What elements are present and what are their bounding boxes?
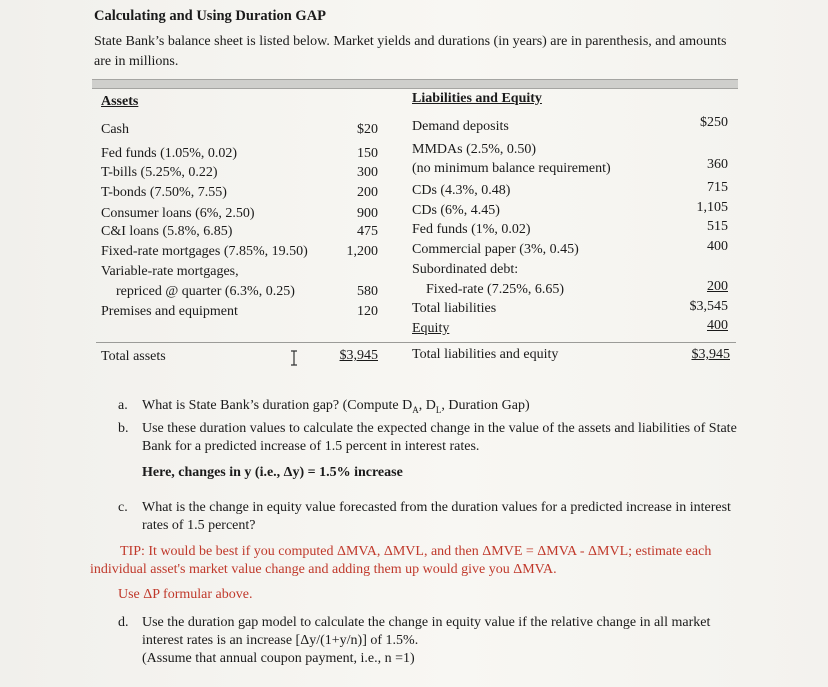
question-b-note: Here, changes in y (i.e., Δy) = 1.5% increase <box>142 465 403 480</box>
asset-value: 475 <box>357 224 378 239</box>
liability-value: 400 <box>707 239 728 254</box>
tip-text: TIP: It would be best if you computed ΔMVA, ΔMVL, and then ΔMVE = ΔMVA - ΔMVL; estimate each individual asset's market value change and adding them up would give you ΔMVA. <box>90 544 712 577</box>
page-title: Calculating and Using Duration GAP <box>94 8 327 24</box>
question-d-note: (Assume that annual coupon payment, i.e., n =1) <box>142 651 415 666</box>
asset-label: Fixed-rate mortgages (7.85%, 19.50) <box>101 244 308 259</box>
liability-label: MMDAs (2.5%, 0.50) <box>412 142 537 157</box>
liability-label: Equity <box>412 321 450 336</box>
question-a-mid: , D <box>418 398 436 413</box>
asset-label: Cash <box>101 122 129 137</box>
question-a-text <box>142 397 530 419</box>
asset-label: Variable-rate mortgages, <box>101 264 239 279</box>
liabilities-header: Liabilities and Equity <box>412 91 542 106</box>
question-a-lead: What is State Bank’s duration gap? (Compute D <box>142 398 413 413</box>
liability-value: $250 <box>700 115 728 130</box>
liability-label: Subordinated debt: <box>412 262 519 277</box>
liability-label: (no minimum balance requirement) <box>412 161 611 176</box>
asset-label: T-bills (5.25%, 0.22) <box>101 165 218 180</box>
liability-value: 360 <box>707 157 728 172</box>
total-assets-value: $3,945 <box>339 348 378 363</box>
liability-label: Demand deposits <box>412 119 509 134</box>
question-b-text: Use these duration values to calculate the expected change in the value of the assets and liabilities of State Bank for a predicted increase of 1.5 percent in interest rates. <box>142 421 737 454</box>
liability-label: CDs (4.3%, 0.48) <box>412 183 511 198</box>
liability-label: Commercial paper (3%, 0.45) <box>412 242 579 257</box>
liability-label: Fed funds (1%, 0.02) <box>412 222 531 237</box>
question-c-marker: c. <box>118 500 128 515</box>
liability-value: 400 <box>707 318 728 333</box>
liability-value: $3,545 <box>689 299 728 314</box>
subscript-a: A <box>412 404 419 415</box>
asset-value: 300 <box>357 165 378 180</box>
total-assets-label: Total assets <box>101 349 166 364</box>
asset-label: C&I loans (5.8%, 6.85) <box>101 224 233 239</box>
asset-label: Premises and equipment <box>101 304 238 319</box>
total-le-label: Total liabilities and equity <box>412 347 559 362</box>
liability-label: CDs (6%, 4.45) <box>412 203 500 218</box>
subscript-l: L <box>435 404 442 415</box>
liability-label: Total liabilities <box>412 301 497 316</box>
asset-value: 200 <box>357 185 378 200</box>
liability-value: 1,105 <box>696 200 728 215</box>
question-a-end: , Duration Gap) <box>441 398 530 413</box>
total-le-value: $3,945 <box>691 347 730 362</box>
question-a-marker: a. <box>118 398 128 413</box>
liability-value: 715 <box>707 180 728 195</box>
question-d-text: Use the duration gap model to calculate the change in equity value if the relative change in all market interest rates is an increase [Δy/(1+y/n)] of 1.5%. <box>142 615 711 648</box>
question-c-text: What is the change in equity value forecasted from the duration values for a predicted increase in interest rates of 1.5 percent? <box>142 500 731 533</box>
asset-value: $20 <box>357 122 378 137</box>
asset-label: Consumer loans (6%, 2.50) <box>101 206 255 221</box>
asset-label: Fed funds (1.05%, 0.02) <box>101 146 238 161</box>
liability-value: 200 <box>707 279 728 294</box>
text-cursor-icon <box>289 350 299 366</box>
table-divider <box>96 342 736 343</box>
asset-value: 580 <box>357 284 378 299</box>
asset-value: 1,200 <box>346 244 378 259</box>
assets-header: Assets <box>101 94 139 109</box>
asset-value: 150 <box>357 146 378 161</box>
use-formula-text: Use ΔP formular above. <box>118 587 253 602</box>
table-top-rule <box>92 79 738 89</box>
question-b-marker: b. <box>118 421 129 436</box>
question-d-marker: d. <box>118 615 129 630</box>
asset-label: T-bonds (7.50%, 7.55) <box>101 185 227 200</box>
asset-value: 120 <box>357 304 378 319</box>
liability-label: Fixed-rate (7.25%, 6.65) <box>426 282 565 297</box>
intro-paragraph: State Bank’s balance sheet is listed below. Market yields and durations (in years) are in parenthesis, and amounts are in millions. <box>94 34 727 69</box>
liability-value: 515 <box>707 219 728 234</box>
asset-value: 900 <box>357 206 378 221</box>
asset-label: repriced @ quarter (6.3%, 0.25) <box>116 284 295 299</box>
